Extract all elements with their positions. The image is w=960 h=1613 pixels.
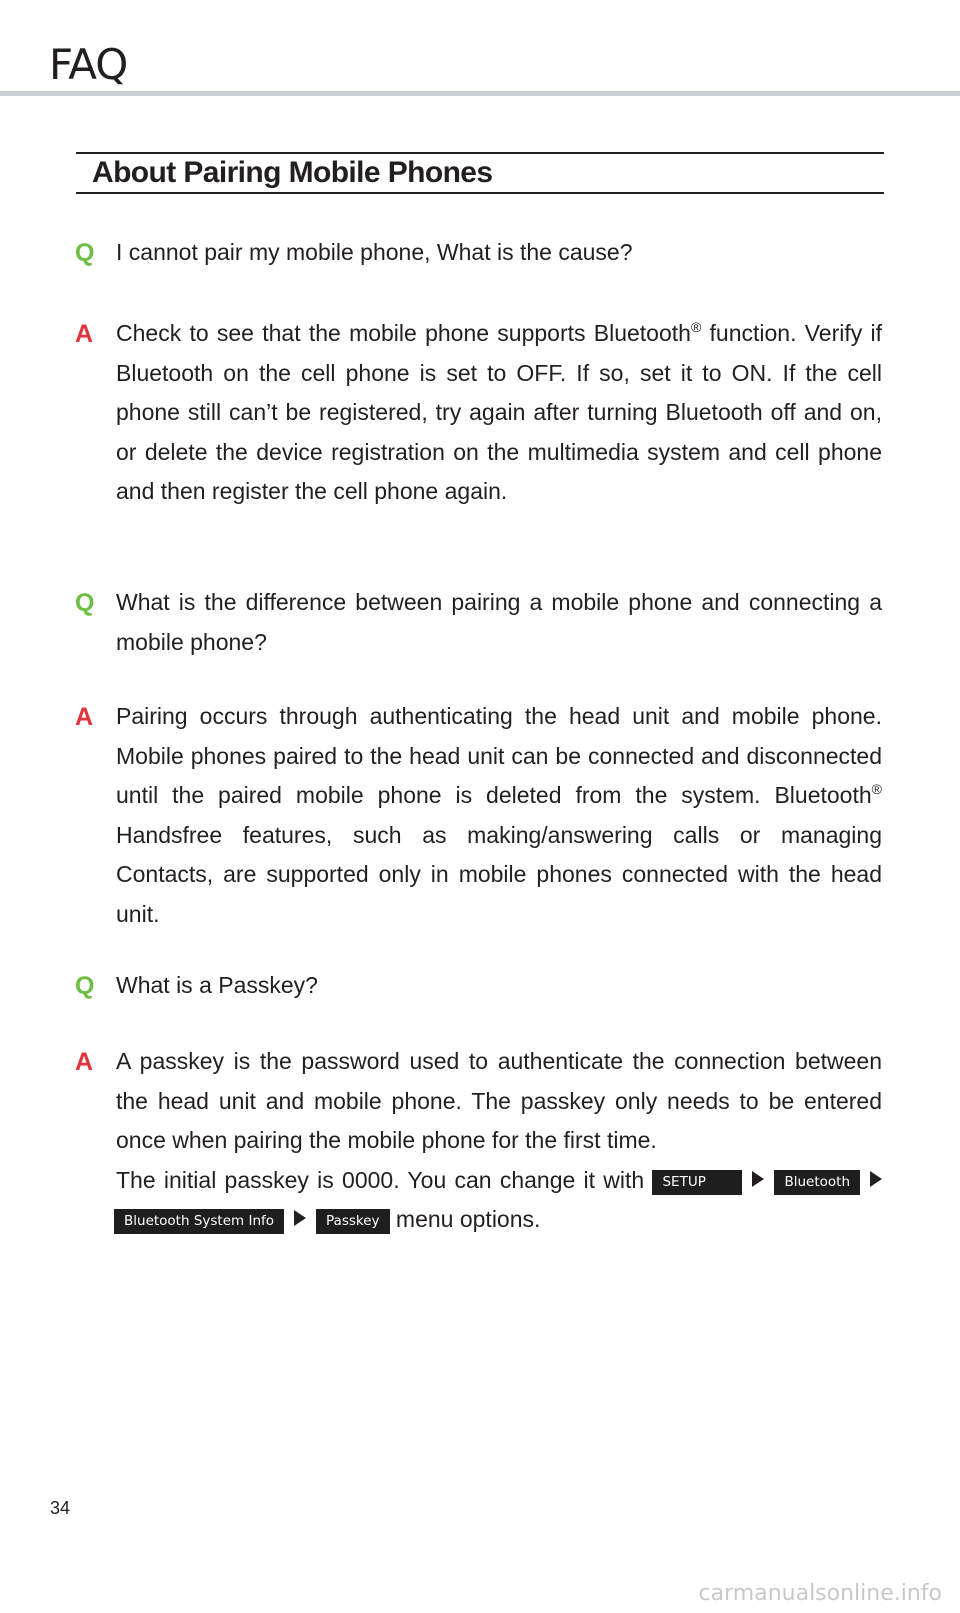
answer-mark-icon: A	[75, 703, 94, 731]
question-mark-icon: Q	[75, 972, 95, 1000]
answer-mark-icon: A	[75, 320, 94, 348]
arrow-right-icon	[870, 1171, 882, 1187]
page-header	[0, 0, 960, 96]
section-heading	[76, 152, 884, 194]
question-mark-icon: Q	[75, 239, 95, 267]
answer-text: Check to see that the mobile phone supports Bluetooth® function. Verify if Bluetooth on the cell phone is set to OFF. If so, set it to ON. If the cell phone still can’t be registered, try again after turning Bluetooth off and on, or delete the device registration on the multimedia system and cell phone and then register the cell phone again.	[116, 319, 883, 504]
question-text: I cannot pair my mobile phone, What is the cause?	[116, 239, 633, 265]
question-text: What is the difference between pairing a mobile phone and connecting a mobile phone?	[116, 589, 882, 655]
answer-text: A passkey is the password used to authenticate the connection between the head unit and mobile phone. The passkey only needs to be entered once when pairing the mobile phone for the first time. The initial passkey is 0000. You can change it with SETUP Bluetooth Bluetooth System Info Passkey menu options.	[116, 1048, 882, 1232]
header-divider	[0, 91, 960, 96]
question-mark-icon: Q	[75, 589, 95, 617]
question-text: What is a Passkey?	[116, 972, 318, 998]
arrow-right-icon	[294, 1210, 306, 1226]
page-number: 34	[50, 1498, 71, 1518]
watermark: carmanualsonline.info	[698, 1581, 942, 1606]
menu-chip-bluetooth: Bluetooth	[774, 1170, 860, 1195]
section-title: About Pairing Mobile Phones	[92, 156, 493, 189]
menu-chip-bluetooth-system-info: Bluetooth System Info	[114, 1209, 284, 1234]
registered-mark: ®	[690, 319, 702, 335]
arrow-right-icon	[752, 1171, 764, 1187]
answer-mark-icon: A	[75, 1048, 94, 1076]
menu-chip-passkey: Passkey	[316, 1209, 390, 1234]
menu-chip-setup: SETUP	[652, 1170, 742, 1195]
answer-text: Pairing occurs through authenticating the head unit and mobile phone. Mobile phones paired to the head unit can be connected and disconnected until the paired mobile phone is deleted from the system. Bluetooth® Handsfree features, such as making/answering calls or managing Contacts, are supported only in mobile phones connected with the head unit.	[116, 703, 882, 927]
page-title: FAQ	[49, 40, 128, 89]
registered-mark: ®	[871, 781, 882, 797]
